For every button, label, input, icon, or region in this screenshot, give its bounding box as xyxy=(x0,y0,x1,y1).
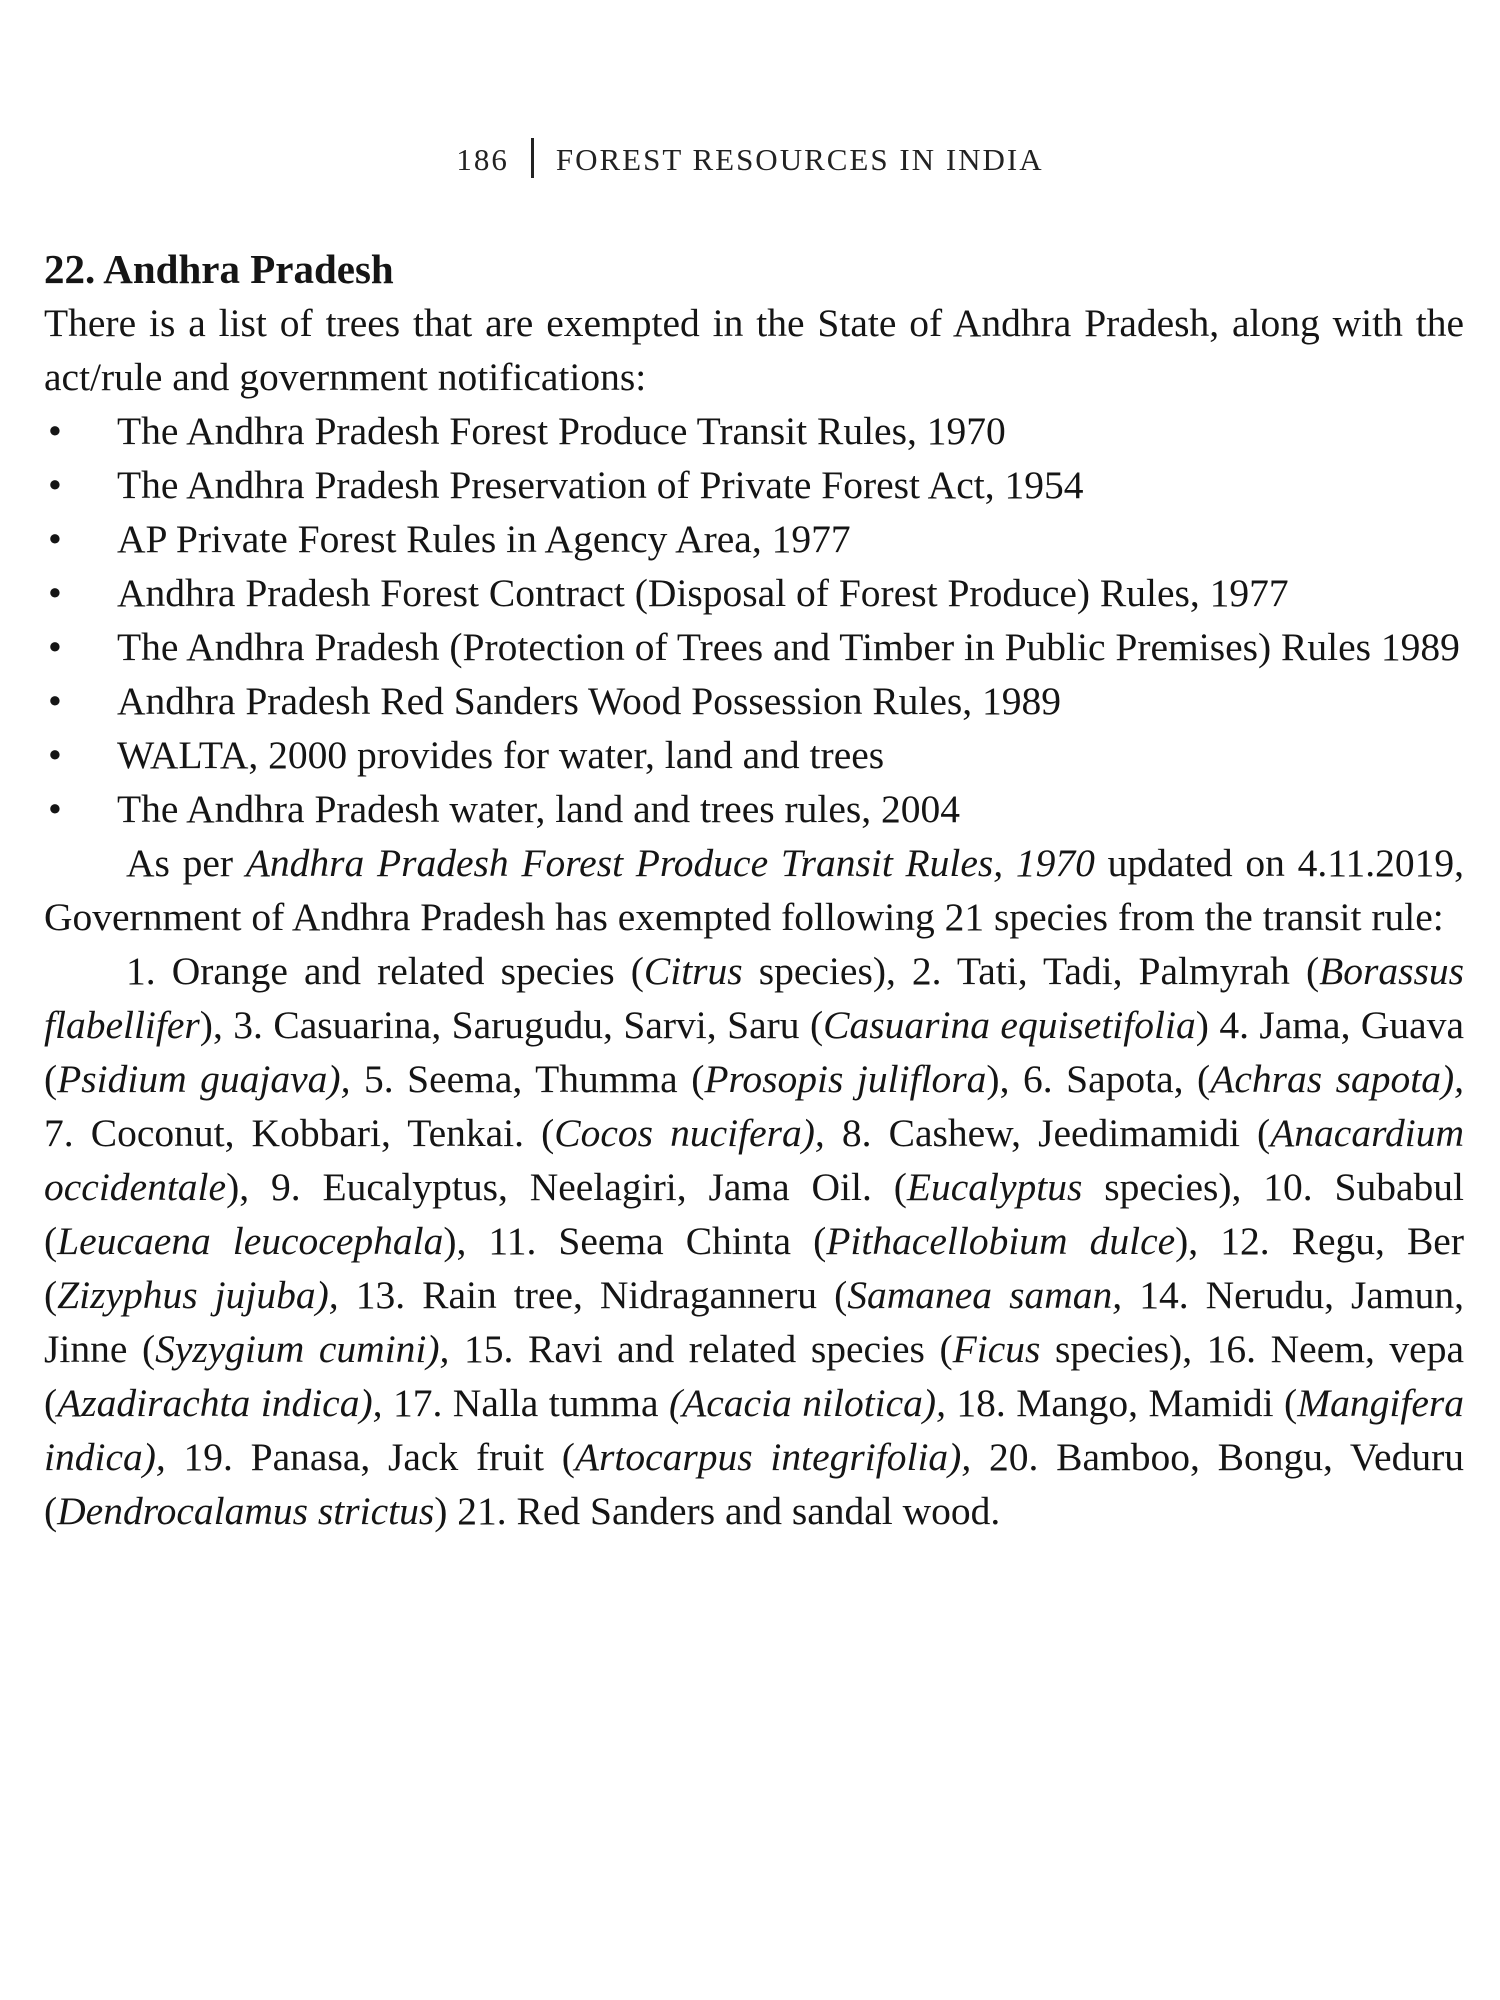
bullet-icon: • xyxy=(48,517,62,561)
scientific-name: Anacardium occidentale xyxy=(44,1111,1464,1209)
scientific-name: Prosopis juliflora xyxy=(704,1057,987,1101)
species-text: 5. Seema, Thumma ( xyxy=(350,1057,705,1101)
scientific-name: Azadirachta indica), xyxy=(57,1381,383,1425)
species-text: ), 6. Sapota, ( xyxy=(986,1057,1211,1101)
book-title: FOREST RESOURCES IN INDIA xyxy=(555,142,1044,177)
scientific-name: Leucaena leucocephala xyxy=(57,1219,444,1263)
act-list-item xyxy=(44,566,1464,620)
act-list-item xyxy=(44,674,1464,728)
species-text: 15. Ravi and related species ( xyxy=(449,1327,953,1371)
intro-paragraph: There is a list of trees that are exempted in the State of Andhra Pradesh, along with the act/rule and government notifications: xyxy=(44,301,1464,399)
species-text: ) 21. Red Sanders and sandal wood. xyxy=(434,1489,1001,1533)
acts-list xyxy=(44,404,1464,836)
species-text: species), 2. Tati, Tadi, Palmyrah ( xyxy=(742,949,1320,993)
species-text: ), 11. Seema Chinta ( xyxy=(443,1219,827,1263)
act-text: The Andhra Pradesh (Protection of Trees and Timber in Public Premises) Rules 1989 xyxy=(117,625,1460,669)
rule-title: Andhra Pradesh Forest Produce Transit Rules, 1970 xyxy=(245,841,1095,885)
bullet-icon: • xyxy=(48,463,62,507)
page-number: 186 xyxy=(456,142,509,177)
transit-rule-paragraph xyxy=(44,836,1464,944)
running-header xyxy=(0,138,1500,178)
act-text: AP Private Forest Rules in Agency Area, 1977 xyxy=(117,517,851,561)
act-text: Andhra Pradesh Forest Contract (Disposal of Forest Produce) Rules, 1977 xyxy=(117,571,1289,615)
scientific-name: Cocos nucifera), xyxy=(554,1111,825,1155)
scientific-name: Artocarpus integrifolia), xyxy=(574,1435,972,1479)
scientific-name: Dendrocalamus strictus xyxy=(57,1489,435,1533)
para-lead: As per xyxy=(126,841,246,885)
act-list-item xyxy=(44,404,1464,458)
act-text: Andhra Pradesh Red Sanders Wood Possession Rules, 1989 xyxy=(117,679,1062,723)
act-list-item xyxy=(44,620,1464,674)
scientific-name: Ficus xyxy=(952,1327,1041,1371)
scientific-name: Casuarina equisetifolia xyxy=(823,1003,1196,1047)
species-text: ), 9. Eucalyptus, Neelagiri, Jama Oil. ( xyxy=(226,1165,907,1209)
bullet-icon: • xyxy=(48,787,62,831)
bullet-icon: • xyxy=(48,571,62,615)
bullet-icon: • xyxy=(48,679,62,723)
species-text: 1. Orange and related species ( xyxy=(126,949,644,993)
act-text: The Andhra Pradesh water, land and trees rules, 2004 xyxy=(117,787,961,831)
header-separator xyxy=(531,138,534,178)
para-rest: updated on 4.11.2019, Government of Andhra Pradesh has exempted following 21 species from the transit rule: xyxy=(44,841,1464,939)
page-content xyxy=(44,242,1464,1538)
species-text: 14. Nerudu, Jamun, Jinne ( xyxy=(44,1273,1464,1371)
species-text: 20. Bamboo, Bongu, Veduru ( xyxy=(44,1435,1464,1533)
species-text: 8. Cashew, Jeedimamidi ( xyxy=(824,1111,1271,1155)
bullet-icon: • xyxy=(48,409,62,453)
act-list-item xyxy=(44,512,1464,566)
species-text: species), 10. Subabul ( xyxy=(44,1165,1464,1263)
species-text: ) 4. Jama, Guava ( xyxy=(44,1003,1464,1101)
species-text: ), 12. Regu, Ber ( xyxy=(44,1219,1464,1317)
scientific-name: Eucalyptus xyxy=(906,1165,1083,1209)
scientific-name: Citrus xyxy=(643,949,743,993)
act-list-item xyxy=(44,728,1464,782)
species-list-paragraph xyxy=(44,944,1464,1538)
bullet-icon: • xyxy=(48,625,62,669)
scientific-name: Borassus flabellifer xyxy=(44,949,1464,1047)
species-text: 13. Rain tree, Nidraganneru ( xyxy=(338,1273,848,1317)
scientific-name: Pithacellobium dulce xyxy=(826,1219,1176,1263)
act-text: WALTA, 2000 provides for water, land and trees xyxy=(117,733,885,777)
species-text: ), 3. Casuarina, Sarugudu, Sarvi, Saru ( xyxy=(199,1003,824,1047)
species-text: 19. Panasa, Jack fruit ( xyxy=(165,1435,575,1479)
scientific-name: Zizyphus jujuba), xyxy=(57,1273,339,1317)
act-list-item xyxy=(44,458,1464,512)
act-text: The Andhra Pradesh Forest Produce Transit Rules, 1970 xyxy=(117,409,1006,453)
act-text: The Andhra Pradesh Preservation of Private Forest Act, 1954 xyxy=(117,463,1084,507)
act-list-item xyxy=(44,782,1464,836)
section-heading: 22. Andhra Pradesh xyxy=(44,246,394,292)
species-text: 18. Mango, Mamidi ( xyxy=(945,1381,1298,1425)
scientific-name: Mangifera indica), xyxy=(44,1381,1464,1479)
scientific-name: Samanea saman, xyxy=(847,1273,1123,1317)
species-text: 7. Coconut, Kobbari, Tenkai. ( xyxy=(44,1111,555,1155)
species-text: 17. Nalla tumma xyxy=(382,1381,669,1425)
scientific-name: Achras sapota), xyxy=(1210,1057,1464,1101)
bullet-icon: • xyxy=(48,733,62,777)
scientific-name: (Acacia nilotica), xyxy=(668,1381,946,1425)
scientific-name: Syzygium cumini), xyxy=(155,1327,450,1371)
scientific-name: Psidium guajava), xyxy=(57,1057,351,1101)
species-text: species), 16. Neem, vepa ( xyxy=(44,1327,1464,1425)
